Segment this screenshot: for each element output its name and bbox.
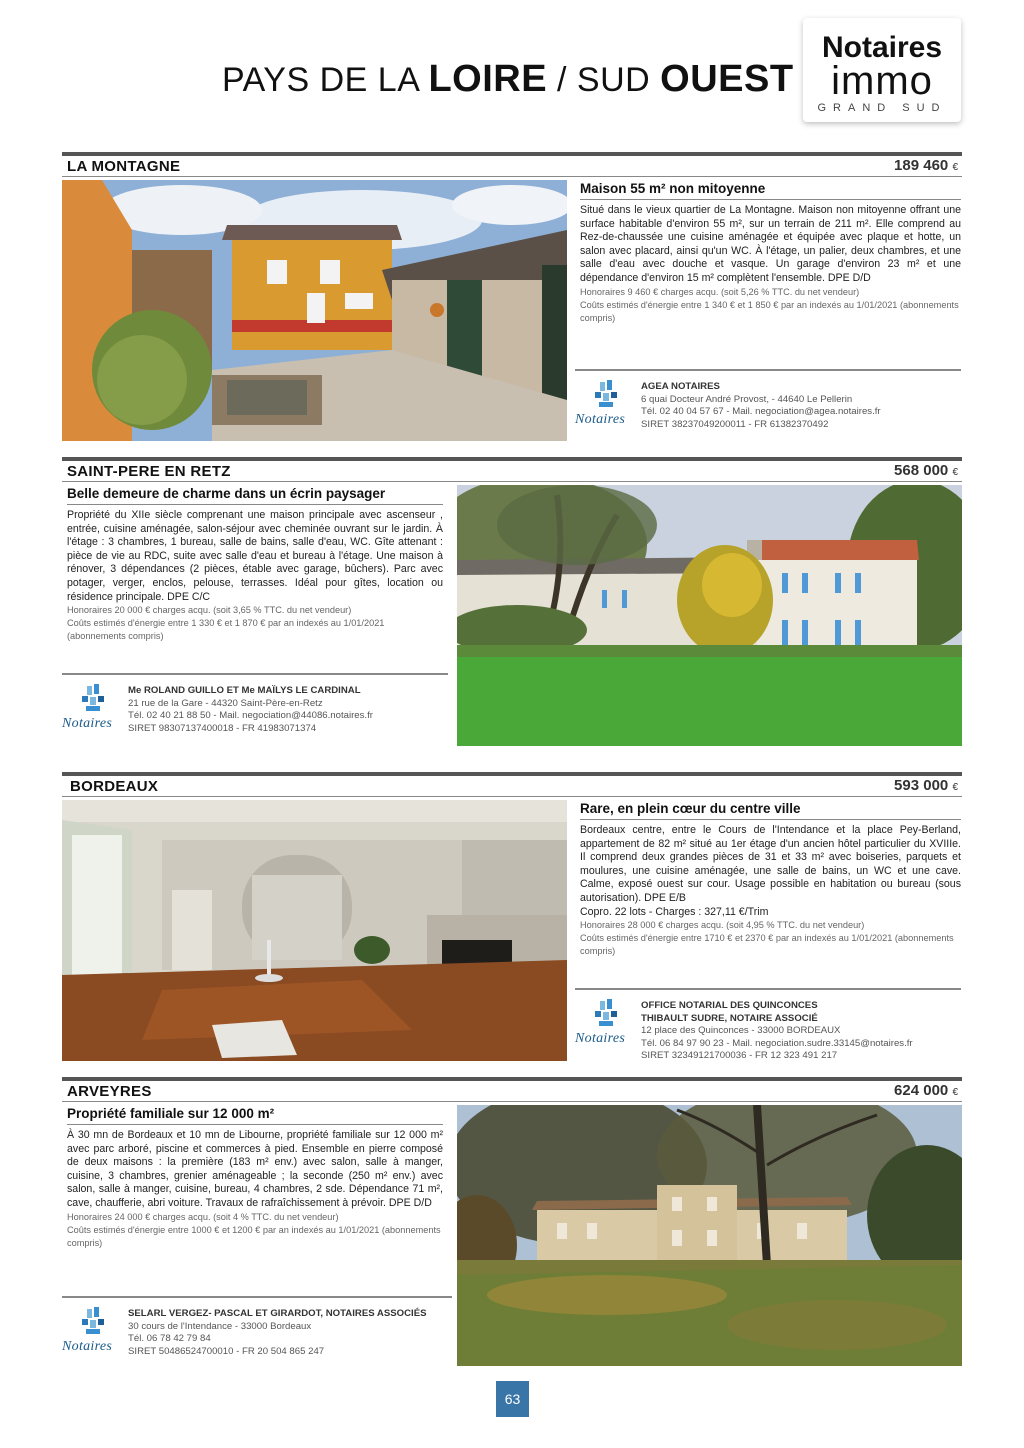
notaires-logo	[575, 379, 637, 437]
listing-location: ARVEYRES	[67, 1083, 152, 1100]
logo-line-3: GRAND SUD	[817, 102, 947, 114]
heading-region-1: PAYS DE LA	[222, 61, 429, 99]
listing-description: Bordeaux centre, entre le Cours de l'Intendance et la place Pey-Berland, appartement de 82 m² situé au 1er étage d'un ancien hôtel particulier du XVIIIe. Il comprend deux grandes pièces de 31 et 33 m² avec boiseries, parquets et moulures, une cuisine aménagée, une salle de bains, un WC et une cave. Calme, exposé ouest sur cour. Usage possible en habitation ou bureau (sous autorisation). DPE E/B	[580, 824, 961, 904]
listing-details	[580, 181, 961, 325]
notaires-wordmark: Notaires	[575, 412, 626, 427]
agency-name: Me ROLAND GUILLO ET Me MAÏLYS LE CARDINAL	[128, 685, 361, 696]
section-divider	[62, 772, 962, 776]
page-number: 63	[496, 1381, 529, 1417]
agency-info	[641, 1000, 913, 1063]
agency-block	[62, 673, 448, 743]
listing-details	[67, 486, 443, 643]
listing-price	[760, 462, 958, 479]
listing-energy-costs: Coûts estimés d'énergie entre 1 330 € et 1 870 € par an indexés au 1/01/2021 (abonnements compris)	[67, 618, 385, 642]
listing-photo-apartment-interior	[62, 800, 567, 1061]
notaires-emblem-icon	[78, 683, 108, 715]
listing-price	[760, 1082, 958, 1099]
currency: €	[952, 467, 958, 478]
logo-line-2: immo	[831, 59, 933, 103]
agency-siret: SIRET 50486524700010 - FR 20 504 865 247	[128, 1345, 325, 1357]
listing-details	[67, 1106, 443, 1250]
notaires-logo	[62, 1306, 124, 1364]
logo-line-1: Notaires	[821, 31, 943, 64]
agency-block	[575, 369, 961, 437]
agency-address: 6 quai Docteur André Provost, - 44640 Le Pellerin	[641, 393, 853, 405]
section-underline	[62, 796, 962, 797]
listing-photo-house-orange	[62, 180, 567, 441]
agency-info	[128, 1308, 427, 1358]
listing-description: Situé dans le vieux quartier de La Montagne. Maison non mitoyenne offrant une surface habitable d'environ 55 m², sur un terrain de 211 m². Elle comprend au Rez-de-chaussée une cuisine aménagée et équipée avec plaque et hotte, un salon avec placard, ainsi qu'un WC. À l'étage, un palier, deux chambres, et une salle d'eau avec douche et vasque. Un garage d'environ 23 m² et une dépendance d'environ 15 m² complètent l'ensemble. DPE D/D	[580, 204, 961, 284]
listing-copro: Copro. 22 lots - Charges : 327,11 €/Trim	[580, 905, 769, 918]
listing-energy-costs: Coûts estimés d'énergie entre 1000 € et 1200 € par an indexés au 1/01/2021 (abonnements compris)	[67, 1224, 441, 1248]
section-underline	[62, 176, 962, 177]
agency-notary: THIBAULT SUDRE, NOTAIRE ASSOCIÉ	[641, 1012, 818, 1024]
listing-fees: Honoraires 28 000 € charges acqu. (soit 4,95 % TTC. du net vendeur)	[580, 920, 865, 931]
notaires-emblem-icon	[591, 379, 621, 411]
heading-region-1-bold: LOIRE	[428, 58, 548, 100]
currency: €	[952, 1087, 958, 1098]
listing-location: BORDEAUX	[70, 778, 159, 795]
listing-title: Belle demeure de charme dans un écrin paysager	[67, 486, 443, 505]
listing-description: Propriété du XIIe siècle comprenant une maison principale avec ascenseur , entrée, cuisine aménagée, salon-séjour avec cheminée ouvrant sur le jardin. À l'étage : 3 chambres, 1 bureau, salle de bains, salle d'eau, WC. Gîte attenant : pièce de vie au RDC, suite avec salle d'eau et bureau à l'étage. Une maison à rénover, 3 dépendances (2 pièces, étable avec garage, bûchers). Parc avec potager, verger, enclos, pelouse, terrasses. Idéal pour gîtes, location ou résidence principale. DPE C/C	[67, 509, 443, 603]
agency-name: SELARL VERGEZ- PASCAL ET GIRARDOT, NOTAIRES ASSOCIÉS	[128, 1308, 427, 1319]
section-divider	[62, 457, 962, 461]
listing-description: À 30 mn de Bordeaux et 10 mn de Libourne, propriété familiale sur 12 000 m² avec parc arboré, piscine et commerces à pied. Ensemble en pierre composé de deux maisons : la première (183 m² env.) avec salon, salle à manger, cuisine, 3 chambres, grenier aménageable ; la seconde (250 m² env.) avec salon, salle à manger, cuisine, bureau, 4 chambres, 2 sde. Dépendance 71 m², cave, chaufferie, abri voiture. Travaux de rafraîchissement à prévoir. DPE D/D	[67, 1129, 443, 1209]
agency-address: 21 rue de la Gare - 44320 Saint-Père-en-Retz	[128, 697, 323, 709]
agency-address: 12 place des Quinconces - 33000 BORDEAUX	[641, 1025, 841, 1037]
agency-block	[62, 1296, 452, 1364]
currency: €	[952, 162, 958, 173]
listing-title: Rare, en plein cœur du centre ville	[580, 801, 961, 820]
agency-name: OFFICE NOTARIAL DES QUINCONCES	[641, 1000, 818, 1011]
listing-energy-costs: Coûts estimés d'énergie entre 1 340 € et 1 850 € par an indexés au 1/01/2021 (abonnements compris)	[580, 299, 959, 323]
currency: €	[952, 782, 958, 793]
listing-price	[760, 157, 958, 174]
price-value: 593 000	[894, 777, 949, 794]
section-underline	[62, 481, 962, 482]
agency-name: AGEA NOTAIRES	[641, 381, 720, 392]
section-divider	[62, 1077, 962, 1081]
price-value: 624 000	[894, 1082, 949, 1099]
listing-details	[580, 801, 961, 958]
listing-fees: Honoraires 24 000 € charges acqu. (soit 4 % TTC. du net vendeur)	[67, 1211, 339, 1222]
listing-fees: Honoraires 9 460 € charges acqu. (soit 5,26 % TTC. du net vendeur)	[580, 286, 860, 297]
listing-energy-costs: Coûts estimés d'énergie entre 1710 € et 2370 € par an indexés au 1/01/2021 (abonnements compris)	[580, 933, 954, 957]
listing-photo-manor	[457, 485, 962, 746]
notaires-immo-logo	[803, 18, 961, 122]
notaires-wordmark: Notaires	[62, 1339, 113, 1354]
agency-contact: Tél. 02 40 21 88 50 - Mail. negociation@44086.notaires.fr	[128, 710, 373, 722]
heading-region-2-bold: OUEST	[660, 58, 794, 100]
agency-contact: Tél. 02 40 04 57 67 - Mail. negociation@agea.notaires.fr	[641, 406, 881, 418]
agency-block	[575, 988, 961, 1060]
section-underline	[62, 1101, 962, 1102]
notaires-emblem-icon	[78, 1306, 108, 1338]
price-value: 568 000	[894, 462, 949, 479]
agency-siret: SIRET 98307137400018 - FR 41983071374	[128, 722, 317, 734]
agency-address: 30 cours de l'Intendance - 33000 Bordeaux	[128, 1320, 312, 1332]
notaires-emblem-icon	[591, 998, 621, 1030]
listing-photo-country-house	[457, 1105, 962, 1366]
notaires-logo	[575, 998, 637, 1056]
agency-info	[128, 685, 373, 735]
price-value: 189 460	[894, 157, 949, 174]
listing-location: LA MONTAGNE	[67, 158, 181, 175]
listing-location: SAINT-PERE EN RETZ	[67, 463, 231, 480]
agency-info	[641, 381, 881, 431]
listing-title: Propriété familiale sur 12 000 m²	[67, 1106, 443, 1125]
agency-siret: SIRET 32349121700036 - FR 12 323 491 217	[641, 1050, 838, 1062]
section-divider	[62, 152, 962, 156]
listing-title: Maison 55 m² non mitoyenne	[580, 181, 961, 200]
agency-contact: Tél. 06 78 42 79 84	[128, 1333, 211, 1345]
notaires-wordmark: Notaires	[62, 716, 113, 731]
notaires-wordmark: Notaires	[575, 1031, 626, 1046]
heading-region-2: / SUD	[547, 61, 661, 99]
notaires-logo	[62, 683, 124, 741]
page-heading	[222, 58, 794, 101]
listing-fees: Honoraires 20 000 € charges acqu. (soit 3,65 % TTC. du net vendeur)	[67, 605, 352, 616]
agency-siret: SIRET 38237049200011 - FR 61382370492	[641, 418, 829, 430]
listing-price	[760, 777, 958, 794]
agency-contact: Tél. 06 84 97 90 23 - Mail. negociation.sudre.33145@notaires.fr	[641, 1037, 913, 1049]
